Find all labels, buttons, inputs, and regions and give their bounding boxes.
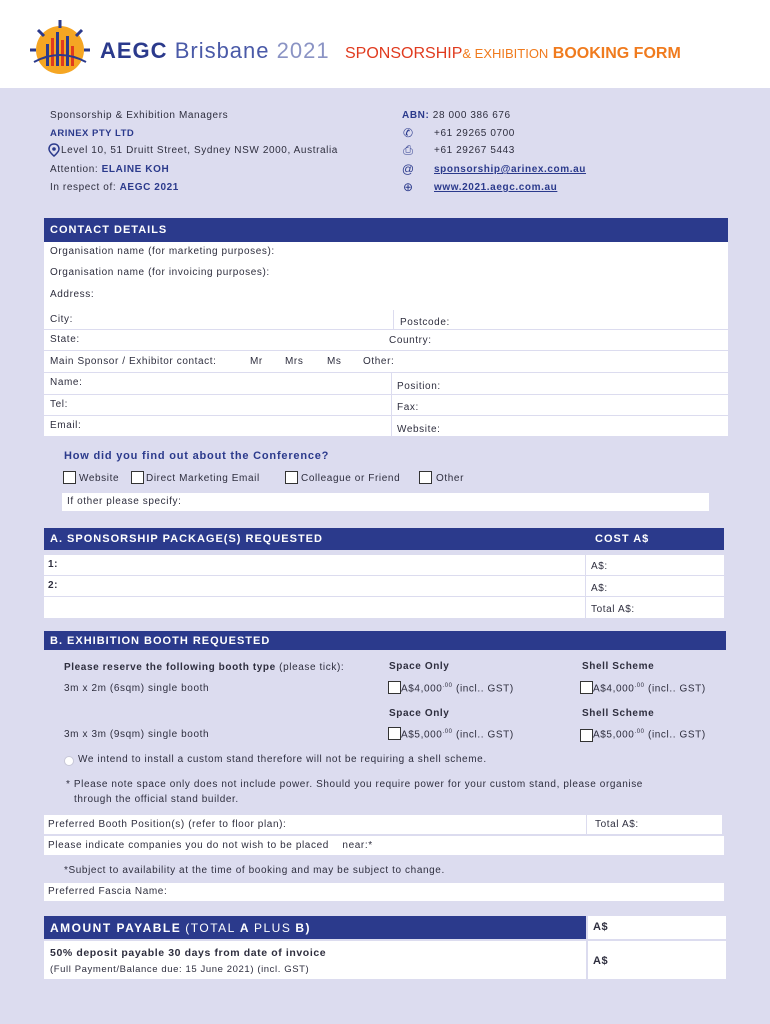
exhibition-header — [44, 631, 726, 650]
fax-icon: ⎙ — [403, 143, 413, 157]
space-only-small-price — [401, 683, 514, 694]
booth-large-label: 3m x 3m (9sqm) single booth — [64, 729, 210, 740]
location-pin-icon — [48, 143, 60, 157]
other-option-label: Other — [436, 473, 465, 484]
respect-label: In respect of: — [50, 182, 117, 193]
shell-scheme-small-price — [593, 683, 706, 694]
space-only-large-checkbox[interactable] — [388, 727, 401, 740]
website-checkbox[interactable] — [63, 471, 76, 484]
shell-scheme-large-amount: A$5,000 — [593, 729, 635, 741]
state-label: State: — [50, 334, 80, 345]
preferred-position-row[interactable] — [44, 815, 722, 834]
shell-scheme-small-checkbox[interactable] — [580, 681, 593, 694]
respect-line — [50, 182, 179, 193]
booth-small-label: 3m x 2m (6sqm) single booth — [64, 683, 210, 694]
other-specify-field[interactable] — [62, 493, 709, 511]
fax-label: Fax: — [397, 402, 419, 413]
not-near-star: near:* — [342, 840, 373, 851]
contact-details-header — [44, 218, 728, 242]
title-mrs[interactable]: Mrs — [285, 356, 304, 367]
power-note-line-2: through the official stand builder. — [74, 794, 239, 805]
shell-scheme-small-gst: (incl.. GST) — [648, 683, 706, 695]
balance-label: (Full Payment/Balance due: 15 June 2021) (incl. GST) — [50, 964, 310, 975]
main-contact-row[interactable] — [44, 351, 728, 373]
sponsorship-title: A. SPONSORSHIP PACKAGE(S) REQUESTED — [50, 533, 323, 545]
space-only-large-amount: A$5,000 — [401, 729, 443, 741]
attention-line — [50, 164, 169, 175]
direct-marketing-option-label: Direct Marketing Email — [146, 473, 260, 484]
email-icon: @ — [401, 162, 415, 176]
shell-scheme-large-checkbox[interactable] — [580, 729, 593, 742]
sponsorship-row-2-divider — [585, 576, 586, 596]
header — [0, 0, 770, 88]
custom-stand-label: We intend to install a custom stand therefore will not be requiring a shell scheme. — [78, 754, 487, 765]
fax-number: +61 29267 5443 — [434, 145, 515, 156]
sponsorship-row-1-label: 1: — [48, 559, 59, 570]
space-only-small-amount: A$4,000 — [401, 683, 443, 695]
tel-divider — [391, 395, 392, 415]
other-specify-label: If other please specify: — [67, 496, 182, 507]
phone-number: +61 29265 0700 — [434, 128, 515, 139]
abn-value: 28 000 386 676 — [432, 110, 511, 121]
preferred-position-label: Preferred Booth Position(s) (refer to floor plan): — [48, 819, 287, 830]
sponsorship-header — [44, 528, 724, 550]
reserve-bold-text: Please reserve the following booth type — [64, 662, 276, 673]
position-label: Position: — [397, 381, 441, 392]
amount-a: A — [239, 920, 250, 935]
shell-scheme-small-cents: .00 — [634, 683, 645, 689]
email-label: Email: — [50, 420, 82, 431]
exhibition-title: B. EXHIBITION BOOTH REQUESTED — [50, 634, 271, 647]
fascia-label: Preferred Fascia Name: — [48, 886, 168, 897]
sponsorship-total-divider — [585, 597, 586, 618]
sponsorship-row-1[interactable] — [44, 555, 724, 576]
not-near-text: Please indicate companies you do not wish to be placed — [48, 840, 329, 851]
title-ms[interactable]: Ms — [327, 356, 342, 367]
amount-payable-currency: A$ — [593, 921, 609, 933]
city-divider — [393, 310, 394, 329]
contact-details-title: CONTACT DETAILS — [50, 224, 168, 236]
direct-marketing-checkbox[interactable] — [131, 471, 144, 484]
power-note-line-1: * Please note space only does not include power. Should you require power for your custom stand, please organise — [66, 779, 643, 790]
subject-note: *Subject to availability at the time of booking and may be subject to change. — [64, 865, 445, 876]
organisation-address-block[interactable] — [44, 242, 728, 310]
other-checkbox[interactable] — [419, 471, 432, 484]
shell-scheme-large-price — [593, 729, 706, 740]
form-title — [345, 45, 681, 63]
email-row[interactable] — [44, 416, 728, 437]
aegc-logo-icon — [26, 18, 94, 80]
company-name: ARINEX PTY LTD — [50, 128, 135, 139]
amount-payable-header — [44, 916, 586, 939]
main-contact-label: Main Sponsor / Exhibitor contact: — [50, 356, 217, 367]
brand-year: 2021 — [276, 38, 330, 63]
space-only-large-gst: (incl.. GST) — [456, 729, 514, 741]
amount-total-word: (TOTAL — [185, 920, 236, 935]
cost-heading: COST A$ — [595, 533, 650, 545]
website-label: Website: — [397, 424, 441, 435]
space-only-small-checkbox[interactable] — [388, 681, 401, 694]
deposit-label: 50% deposit payable 30 days from date of invoice — [50, 947, 327, 959]
abn-line — [402, 110, 511, 121]
phone-icon: ✆ — [402, 126, 414, 140]
website-link[interactable]: www.2021.aegc.com.au — [434, 182, 558, 193]
name-label: Name: — [50, 377, 83, 388]
space-only-small-cents: .00 — [442, 683, 453, 689]
tel-label: Tel: — [50, 399, 68, 410]
not-near-label — [48, 840, 373, 851]
name-divider — [391, 373, 392, 394]
space-only-small-gst: (incl.. GST) — [456, 683, 514, 695]
brand-bold: AEGC — [100, 38, 168, 63]
find-out-question: How did you find out about the Conference? — [64, 450, 330, 462]
amount-payable-value[interactable] — [588, 916, 726, 939]
sponsorship-row-2-label: 2: — [48, 580, 59, 591]
respect-value: AEGC 2021 — [119, 182, 179, 193]
postcode-label: Postcode: — [400, 317, 450, 328]
name-row[interactable] — [44, 373, 728, 395]
fascia-row[interactable] — [44, 883, 724, 901]
sponsorship-row-1-divider — [585, 555, 586, 575]
title-sponsorship: SPONSORSHIP — [345, 45, 463, 62]
address-label: Address: — [50, 289, 95, 300]
space-only-large-price — [401, 729, 514, 740]
booth-total-label: Total A$: — [595, 819, 639, 830]
shell-scheme-small-amount: A$4,000 — [593, 683, 635, 695]
city-label: City: — [50, 314, 73, 325]
title-mr[interactable]: Mr — [250, 356, 263, 367]
not-near-row[interactable] — [44, 836, 724, 855]
deposit-value[interactable] — [588, 941, 726, 979]
abn-label: ABN: — [402, 110, 430, 121]
email-divider — [391, 416, 392, 436]
shell-scheme-large-gst: (incl.. GST) — [648, 729, 706, 741]
sponsorship-total-label: Total A$: — [591, 604, 635, 615]
company-address: Level 10, 51 Druitt Street, Sydney NSW 2000, Australia — [61, 145, 338, 156]
shell-scheme-heading-2: Shell Scheme — [582, 708, 655, 719]
space-only-large-cents: .00 — [442, 729, 453, 735]
amount-plus: PLUS — [253, 920, 292, 935]
shell-scheme-large-cents: .00 — [634, 729, 645, 735]
sponsorship-row-2-cost: A$: — [591, 583, 608, 594]
attention-label: Attention: — [50, 164, 99, 175]
org-invoicing-label: Organisation name (for invoicing purposes): — [50, 267, 270, 278]
deposit-row — [44, 941, 586, 979]
reserve-instruction — [64, 662, 344, 673]
brand-city: Brisbane — [174, 38, 270, 63]
email-link[interactable]: sponsorship@arinex.com.au — [434, 164, 587, 175]
space-only-heading-1: Space Only — [389, 661, 450, 672]
colleague-option-label: Colleague or Friend — [301, 473, 401, 484]
tel-row[interactable] — [44, 395, 728, 416]
shell-scheme-heading-1: Shell Scheme — [582, 661, 655, 672]
colleague-checkbox[interactable] — [285, 471, 298, 484]
managers-heading: Sponsorship & Exhibition Managers — [50, 110, 229, 121]
brand-name — [100, 38, 330, 64]
title-exhibition: & EXHIBITION — [462, 46, 549, 61]
website-option-label: Website — [79, 473, 120, 484]
city-row[interactable] — [44, 310, 728, 330]
sponsorship-total-row[interactable] — [44, 597, 724, 618]
preferred-position-divider — [586, 815, 587, 834]
reserve-tick-text: (please tick): — [279, 662, 345, 673]
amount-payable-title: AMOUNT PAYABLE — [50, 920, 182, 935]
attention-name: ELAINE KOH — [101, 164, 170, 175]
deposit-currency: A$ — [593, 955, 609, 967]
title-booking-form: BOOKING FORM — [552, 45, 681, 62]
globe-icon: ⊕ — [402, 180, 414, 194]
amount-b: B) — [295, 920, 312, 935]
space-only-heading-2: Space Only — [389, 708, 450, 719]
custom-stand-radio[interactable] — [64, 756, 74, 766]
title-other[interactable]: Other: — [363, 356, 395, 367]
sponsorship-row-2[interactable] — [44, 576, 724, 597]
sponsorship-row-1-cost: A$: — [591, 561, 608, 572]
org-marketing-label: Organisation name (for marketing purposes): — [50, 246, 275, 257]
state-row[interactable] — [44, 330, 728, 351]
country-label: Country: — [389, 335, 432, 346]
